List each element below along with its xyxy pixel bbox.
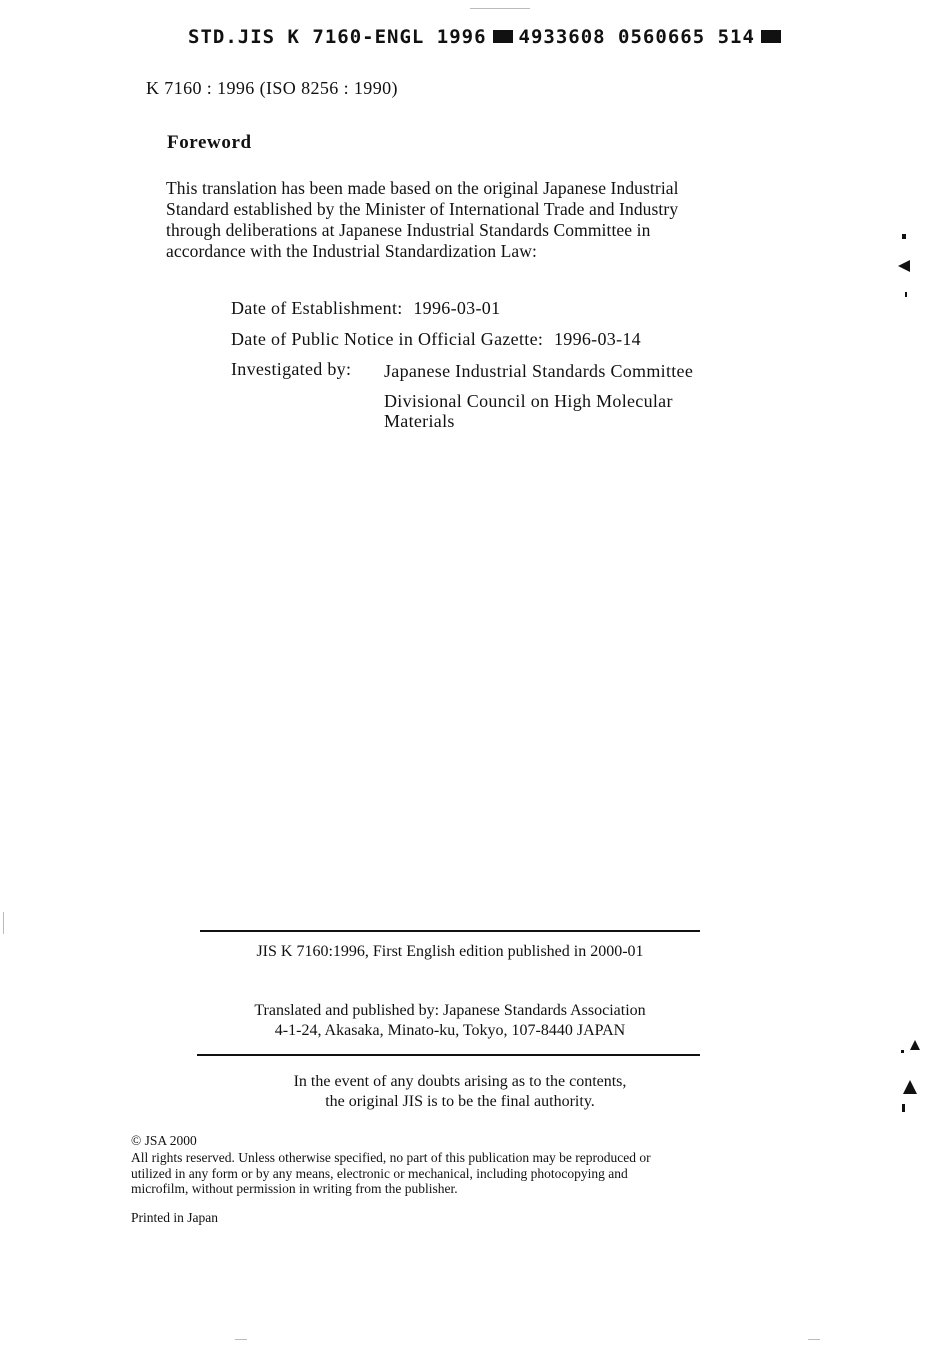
foreword-paragraph <box>166 178 679 262</box>
publisher-line-2: 4-1-24, Akasaka, Minato-ku, Tokyo, 107-8440 JAPAN <box>274 1022 626 1039</box>
notice-label: Date of Public Notice in Official Gazette: <box>231 329 544 349</box>
investigated-council-cont: Materials <box>384 411 455 431</box>
foreword-line: through deliberations at Japanese Industrial Standards Committee in <box>166 220 651 240</box>
margin-tick <box>905 292 907 297</box>
scan-line <box>235 1339 247 1340</box>
printed-in: Printed in Japan <box>131 1210 218 1225</box>
header-barcode-digits: 4933608 0560665 514 <box>518 26 755 48</box>
establishment-value: 1996-03-01 <box>413 298 501 318</box>
authority-note <box>200 1072 720 1112</box>
investigated-label: Investigated by: <box>231 359 352 379</box>
edition-note: JIS K 7160:1996, First English edition published in 2000-01 <box>256 943 644 960</box>
header-standard-code: STD.JIS K 7160-ENGL 1996 <box>188 26 487 48</box>
document-header <box>188 26 787 48</box>
foreword-title: Foreword <box>167 132 252 153</box>
copyright-mark: © JSA 2000 <box>131 1133 197 1148</box>
margin-dot <box>902 234 906 239</box>
notice-row <box>231 329 641 350</box>
divider-bottom <box>197 1054 700 1056</box>
foreword-line: Standard established by the Minister of International Trade and Industry <box>166 199 679 219</box>
establishment-row <box>231 298 500 319</box>
foreword-line: accordance with the Industrial Standardization Law: <box>166 241 538 261</box>
authority-line-1: In the event of any doubts arising as to the contents, <box>293 1073 627 1090</box>
copyright-line: microfilm, without permission in writing from the publisher. <box>131 1181 458 1196</box>
margin-arrow <box>903 1080 917 1094</box>
notice-value: 1996-03-14 <box>553 329 641 349</box>
establishment-label: Date of Establishment: <box>231 298 403 318</box>
margin-arrow <box>910 1040 920 1050</box>
margin-arrow <box>898 260 910 272</box>
copyright-line: utilized in any form or by any means, electronic or mechanical, including photocopying and <box>131 1165 628 1181</box>
margin-tick <box>902 1104 905 1112</box>
investigated-value: Japanese Industrial Standards Committee <box>384 361 694 381</box>
publisher-line-1: Translated and published by: Japanese Standards Association <box>254 1002 646 1019</box>
scan-line <box>470 8 530 9</box>
scan-line <box>808 1339 820 1340</box>
copyright-notice <box>131 1150 651 1197</box>
authority-line-2: the original JIS is to be the final authority. <box>325 1093 595 1110</box>
investigated-council: Divisional Council on High Molecular <box>384 391 673 411</box>
standard-number: K 7160 : 1996 (ISO 8256 : 1990) <box>146 78 398 98</box>
margin-dot <box>901 1050 904 1053</box>
header-block-mark-end <box>761 30 781 43</box>
foreword-line: This translation has been made based on the original Japanese Industrial <box>166 178 679 198</box>
publisher-block <box>200 1001 700 1041</box>
divider-top <box>200 930 700 932</box>
scan-line <box>3 912 4 934</box>
copyright-line: All rights reserved. Unless otherwise specified, no part of this publication may be reproduced or <box>131 1150 651 1165</box>
header-block-mark <box>493 30 513 43</box>
